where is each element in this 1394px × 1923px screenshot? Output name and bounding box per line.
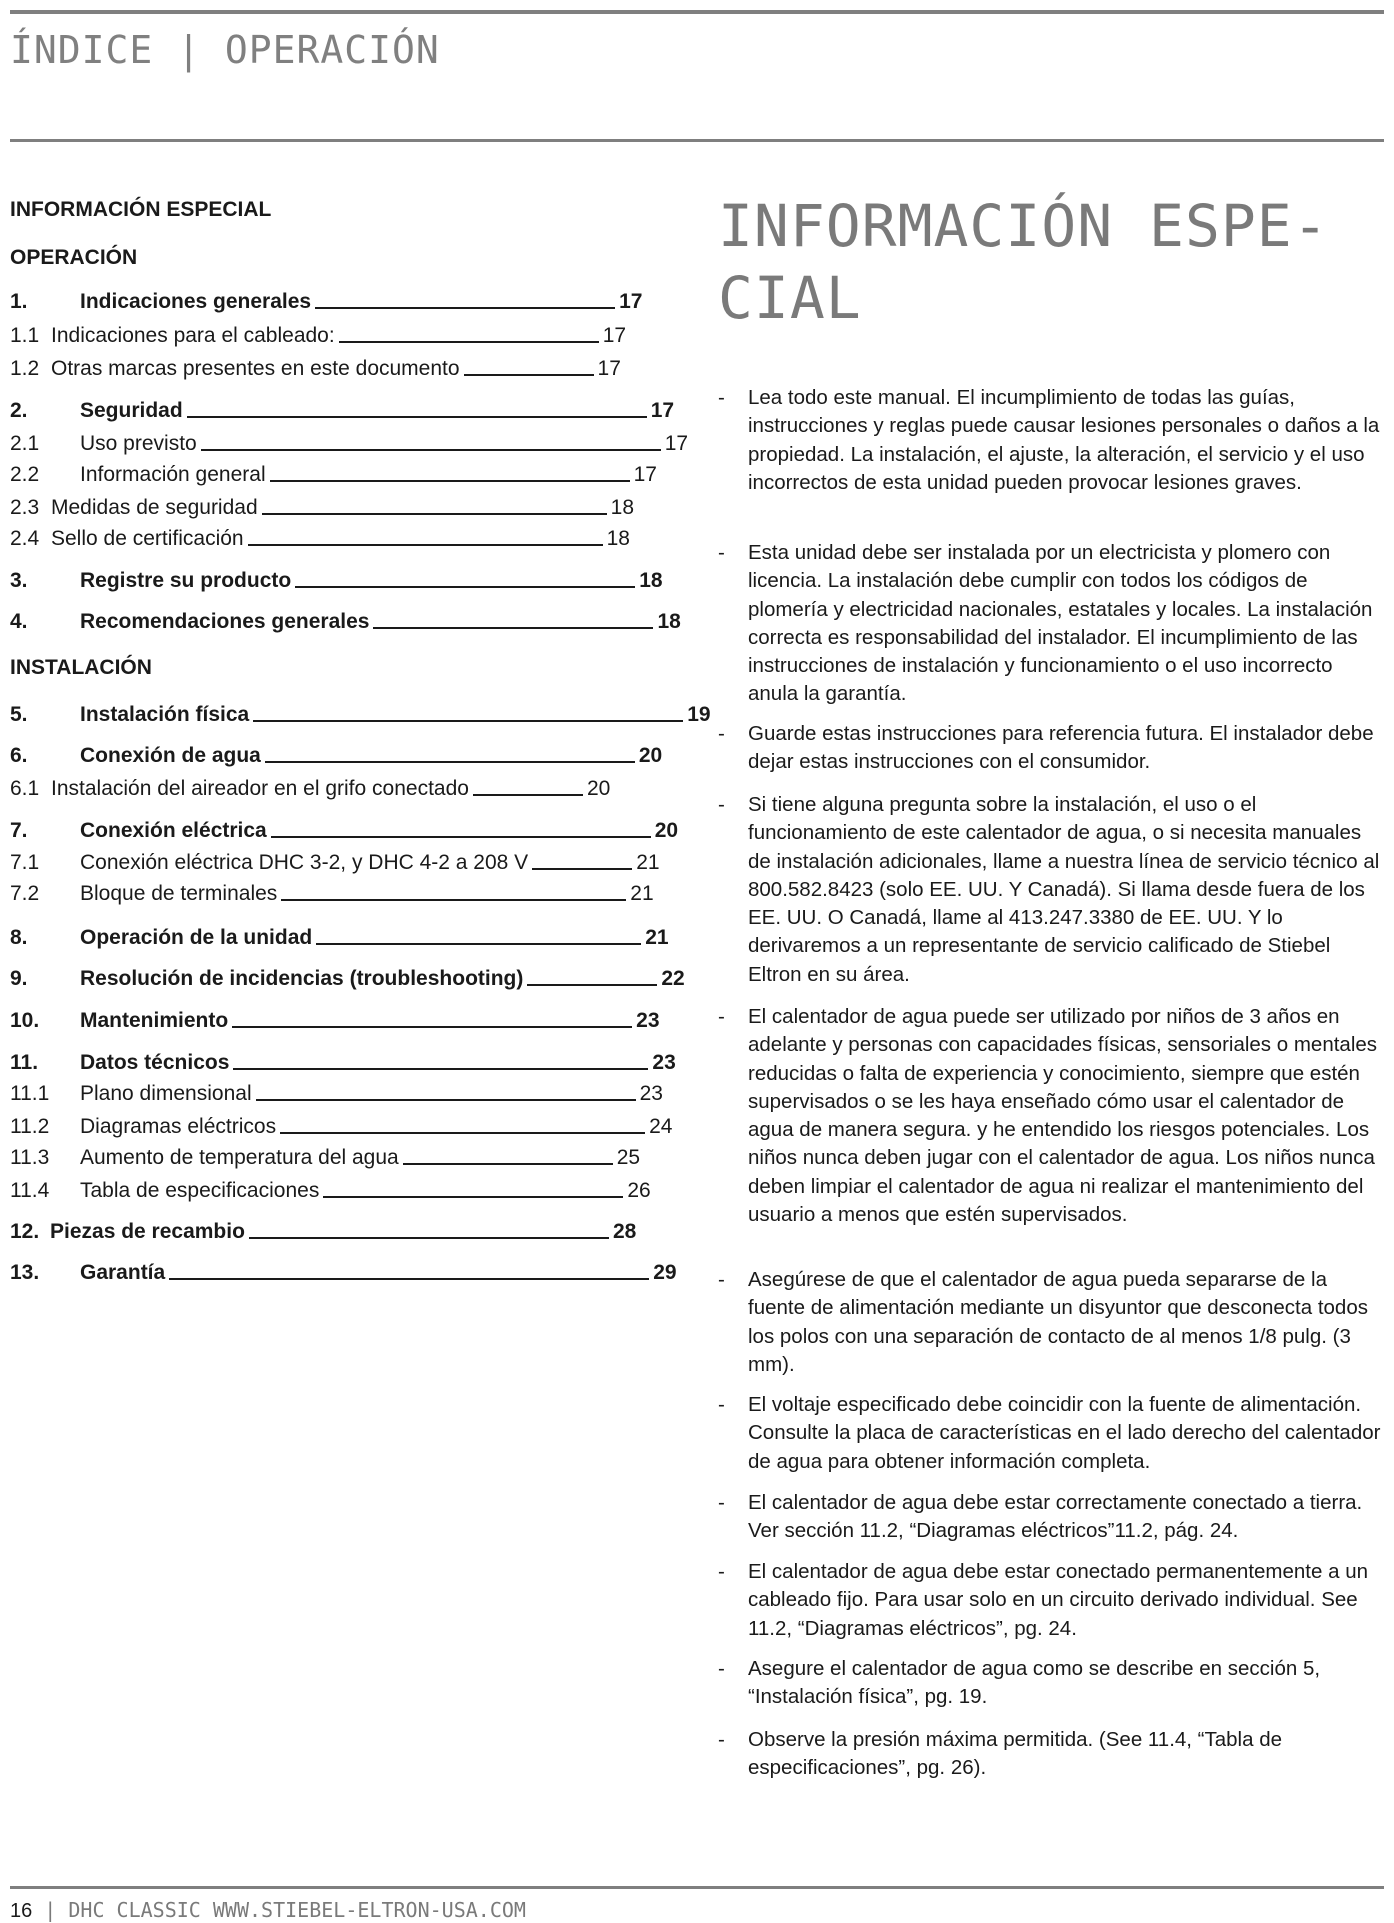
safety-bullet [718, 791, 1384, 989]
toc-entry-label: Instalación física [80, 703, 250, 726]
toc-entry-number: 2.4 [10, 527, 40, 550]
toc-leader [403, 1163, 613, 1165]
toc-entry-number: 11. [10, 1051, 39, 1074]
toc-leader [248, 544, 603, 546]
bullet-text: Asegure el calentador de agua como se describe en sección 5, “Instalación física”, pg. 19. [748, 1657, 1321, 1709]
toc-section-instalacion[interactable]: INSTALACIÓN [10, 656, 152, 679]
toc-entry-page: 17 [650, 399, 675, 422]
safety-bullet [718, 1391, 1384, 1476]
toc-entry-number: 1.2 [10, 357, 40, 380]
toc-leader [473, 794, 583, 796]
toc-entry-label: Instalación del aireador en el grifo conectado [51, 777, 469, 800]
bullet-text: El calentador de agua debe estar correctamente conectado a tierra. Ver sección 11.2, “Diagramas eléctricos”11.2, pág. 24. [748, 1491, 1363, 1543]
toc-entry[interactable] [10, 961, 685, 991]
toc-entry[interactable] [10, 563, 663, 593]
bullet-dash: - [718, 793, 725, 816]
toc-entry-number: 1. [10, 290, 28, 313]
toc-entry-page: 20 [638, 744, 663, 767]
toc-entry-label: Otras marcas presentes en este documento [51, 357, 460, 380]
bullet-text: Esta unidad debe ser instalada por un electricista y plomero con licencia. La instalación debe cumplir con todos los códigos de plomería y electricidad nacionales, estatales y locales. La instalación correcta es responsabilidad del instalador. El incumplimiento de las instrucciones de instalación y funcionamiento o el uso incorrecto anula la garantía. [748, 541, 1373, 706]
bullet-text: El voltaje especificado debe coincidir con la fuente de alimentación. Consulte la placa de características en el lado derecho del calentador de agua para obtener información completa. [748, 1393, 1381, 1473]
toc-leader [232, 1026, 632, 1028]
safety-bullet [718, 1726, 1384, 1783]
toc-entry-page: 24 [649, 1115, 673, 1138]
toc-entry-label: Conexión de agua [80, 744, 261, 767]
toc-entry[interactable] [10, 521, 630, 551]
toc-entry[interactable] [10, 920, 669, 950]
top-rule [10, 10, 1384, 14]
bullet-text: El calentador de agua puede ser utilizado por niños de 3 años en adelante y personas con capacidades físicas, sensoriales o mentales reducidas o falta de experiencia y conocimiento, siempre que estén supervisados o se les haya enseñado cómo usar el calentador de agua de manera segura. y he entendido los riesgos potenciales. Los niños nunca deben jugar con el calentador de agua. Los niños nunca deben limpiar el calentador de agua ni realizar el mantenimiento del usuario a menos que estén supervisados. [748, 1005, 1378, 1227]
toc-entry-page: 22 [661, 967, 685, 990]
footer-text: DHC CLASSIC WWW.STIEBEL-ELTRON-USA.COM [68, 1898, 526, 1922]
toc-entry-label: Registre su producto [80, 569, 292, 592]
toc-entry-page: 28 [612, 1220, 637, 1243]
toc-entry-label: Recomendaciones generales [80, 610, 370, 633]
footer-separator: | [44, 1898, 57, 1922]
toc-entry-number: 12. [10, 1220, 40, 1243]
toc-entry-label: Sello de certificación [51, 527, 244, 550]
toc-leader [270, 480, 630, 482]
toc-entry-page: 17 [633, 463, 657, 486]
toc-entry-label: Plano dimensional [80, 1082, 252, 1105]
toc-entry-label: Conexión eléctrica [80, 819, 267, 842]
toc-entry-page: 25 [616, 1146, 641, 1169]
toc-entry-page: 23 [652, 1051, 676, 1074]
toc-entry[interactable] [10, 604, 681, 634]
bullet-text: Asegúrese de que el calentador de agua pueda separarse de la fuente de alimentación mediante un disyuntor que desconecta todos los polos con una separación de contacto de al menos 1/8 pulg. (3 mm). [748, 1268, 1368, 1376]
toc-entry-page: 20 [654, 819, 679, 842]
toc-leader [527, 984, 657, 986]
toc-entry[interactable] [10, 284, 642, 314]
toc-entry-page: 23 [636, 1009, 660, 1032]
bullet-text: Si tiene alguna pregunta sobre la instalación, el uso o el funcionamiento de este calentador de agua, o si necesita manuales de instalación adicionales, llame a nuestra línea de servicio técnico al 800.582.8423 (solo EE. UU. Y Canadá). Si llama desde fuera de los EE. UU. O Canadá, llame al 413.247.3380 de EE. UU. Y lo derivaremos a un representante de servicio calificado de Stiebel Eltron en su área. [748, 793, 1380, 986]
toc-entry-label: Tabla de especificaciones [80, 1179, 320, 1202]
toc-entry[interactable] [10, 813, 678, 843]
toc-leader [265, 761, 635, 763]
toc-entry-label: Bloque de terminales [80, 882, 278, 905]
bullet-text: El calentador de agua debe estar conectado permanentemente a un cableado fijo. Para usar solo en un circuito derivado individual. See 11.2, “Diagramas eléctricos”, pg. 24. [748, 1560, 1368, 1640]
safety-bullet [718, 1003, 1384, 1229]
bullet-dash: - [718, 1728, 725, 1751]
toc-entry-page: 18 [657, 610, 681, 633]
toc-entry-page: 18 [606, 527, 630, 550]
toc-entry-label: Indicaciones generales [80, 290, 312, 313]
toc-entry-page: 21 [645, 926, 669, 949]
safety-bullet [718, 1655, 1384, 1712]
page-footer [10, 1898, 526, 1923]
toc-entry[interactable] [10, 738, 662, 768]
toc-entry-page: 17 [597, 357, 621, 380]
toc-leader [295, 586, 635, 588]
toc-entry-label: Conexión eléctrica DHC 3-2, y DHC 4-2 a 208 V [80, 851, 529, 874]
section-heading: INFORMACIÓN ESPE-CIAL [718, 192, 1329, 332]
bullet-dash: - [718, 1491, 725, 1514]
toc-entry-number: 11.4 [10, 1179, 50, 1202]
toc-entry-number: 2. [10, 399, 28, 422]
toc-entry[interactable] [10, 1214, 636, 1244]
bullet-dash: - [718, 1268, 725, 1291]
toc-entry-page: 26 [627, 1179, 651, 1202]
safety-bullet [718, 720, 1384, 777]
toc-entry-label: Operación de la unidad [80, 926, 313, 949]
toc-entry-number: 7. [10, 819, 28, 842]
toc-entry[interactable] [10, 697, 711, 727]
toc-entry-number: 7.2 [10, 882, 40, 905]
bullet-dash: - [718, 722, 725, 745]
footer-divider [10, 1886, 1384, 1889]
toc-entry-label: Datos técnicos [80, 1051, 230, 1074]
toc-entry[interactable] [10, 771, 610, 801]
toc-entry-label: Indicaciones para el cableado: [51, 324, 335, 347]
safety-bullet [718, 539, 1384, 709]
bullet-dash: - [718, 1393, 725, 1416]
toc-entry-page: 19 [687, 703, 711, 726]
toc-entry[interactable] [10, 426, 688, 456]
toc-leader [323, 1196, 623, 1198]
toc-entry-number: 7.1 [10, 851, 40, 874]
toc-entry-number: 3. [10, 569, 28, 592]
toc-leader [249, 1237, 609, 1239]
toc-entry-page: 21 [636, 851, 660, 874]
bullet-dash: - [718, 541, 725, 564]
bullet-text: Guarde estas instrucciones para referencia futura. El instalador debe dejar estas instrucciones con el consumidor. [748, 722, 1374, 774]
bullet-text: Observe la presión máxima permitida. (See 11.4, “Tabla de especificaciones”, pg. 26). [748, 1728, 1283, 1780]
header-divider [10, 139, 1384, 142]
toc-entry[interactable] [10, 457, 657, 487]
toc-entry[interactable] [10, 490, 634, 520]
toc-entry[interactable] [10, 1076, 663, 1106]
toc-entry-label: Garantía [80, 1261, 166, 1284]
page-header-title: ÍNDICE | OPERACIÓN [10, 28, 440, 72]
toc-entry-label: Uso previsto [80, 432, 197, 455]
toc-entry-page: 21 [630, 882, 654, 905]
toc-entry-label: Piezas de recambio [50, 1220, 245, 1243]
toc-entry-number: 10. [10, 1009, 40, 1032]
bullet-dash: - [718, 1657, 725, 1680]
toc-leader [187, 416, 647, 418]
bullet-text: Lea todo este manual. El incumplimiento de todas las guías, instrucciones y reglas puede causar lesiones personales o daños a la propiedad. La instalación, el ajuste, la alteración, el servicio y el uso incorrectos de esta unidad pueden provocar lesiones graves. [748, 386, 1380, 494]
toc-entry-number: 2.2 [10, 463, 40, 486]
toc-entry-label: Medidas de seguridad [51, 496, 258, 519]
bullet-dash: - [718, 1005, 725, 1028]
toc-section-informacion-especial[interactable]: INFORMACIÓN ESPECIAL [10, 198, 272, 221]
toc-entry-number: 2.1 [10, 432, 40, 455]
safety-bullet [718, 1558, 1384, 1643]
toc-entry-page: 17 [602, 324, 627, 347]
toc-entry-number: 5. [10, 703, 28, 726]
toc-entry-number: 2.3 [10, 496, 40, 519]
toc-entry-number: 11.2 [10, 1115, 50, 1138]
toc-entry-number: 11.1 [10, 1082, 50, 1105]
toc-entry[interactable] [10, 1003, 660, 1033]
toc-leader [281, 899, 626, 901]
toc-entry-number: 11.3 [10, 1146, 50, 1169]
toc-entry[interactable] [10, 1140, 640, 1170]
toc-entry-label: Mantenimiento [80, 1009, 229, 1032]
toc-entry-page: 17 [619, 290, 643, 313]
toc-leader [256, 1099, 636, 1101]
toc-leader [253, 720, 683, 722]
toc-leader [271, 836, 651, 838]
toc-entry-number: 4. [10, 610, 28, 633]
toc-leader [532, 868, 632, 870]
footer-page-number: 16 [10, 1900, 33, 1922]
toc-entry-page: 20 [586, 777, 611, 800]
toc-entry-number: 8. [10, 926, 28, 949]
toc-leader [169, 1278, 649, 1280]
toc-leader [464, 374, 594, 376]
toc-leader [280, 1132, 645, 1134]
toc-entry-number: 6. [10, 744, 28, 767]
toc-entry-label: Diagramas eléctricos [80, 1115, 277, 1138]
toc-entry-page: 29 [653, 1261, 677, 1284]
safety-bullet [718, 384, 1384, 497]
toc-leader [373, 627, 653, 629]
bullet-dash: - [718, 386, 725, 409]
toc-leader [339, 341, 599, 343]
safety-bullet [718, 1489, 1384, 1546]
toc-leader [315, 307, 615, 309]
toc-entry-page: 18 [639, 569, 663, 592]
toc-leader [262, 513, 607, 515]
toc-entry[interactable] [10, 318, 626, 348]
toc-leader [201, 449, 661, 451]
toc-section-operacion[interactable]: OPERACIÓN [10, 246, 138, 269]
toc-entry[interactable] [10, 1173, 651, 1203]
safety-bullet [718, 1266, 1384, 1379]
toc-entry-label: Información general [80, 463, 266, 486]
toc-entry-label: Resolución de incidencias (troubleshooting) [80, 967, 524, 990]
toc-entry-page: 18 [610, 496, 634, 519]
toc-entry-number: 13. [10, 1261, 40, 1284]
toc-entry-page: 23 [639, 1082, 663, 1105]
toc-leader [316, 943, 641, 945]
toc-entry-number: 1.1 [10, 324, 40, 347]
bullet-dash: - [718, 1560, 725, 1583]
toc-entry[interactable] [10, 845, 660, 875]
toc-entry[interactable] [10, 351, 621, 381]
toc-entry[interactable] [10, 876, 654, 906]
toc-entry[interactable] [10, 1045, 676, 1075]
toc-entry[interactable] [10, 393, 674, 423]
toc-entry-label: Seguridad [80, 399, 183, 422]
toc-entry[interactable] [10, 1109, 672, 1139]
toc-entry-number: 6.1 [10, 777, 40, 800]
toc-leader [233, 1068, 648, 1070]
toc-entry-label: Aumento de temperatura del agua [80, 1146, 399, 1169]
toc-entry[interactable] [10, 1255, 677, 1285]
toc-entry-page: 17 [664, 432, 689, 455]
toc-entry-number: 9. [10, 967, 28, 990]
